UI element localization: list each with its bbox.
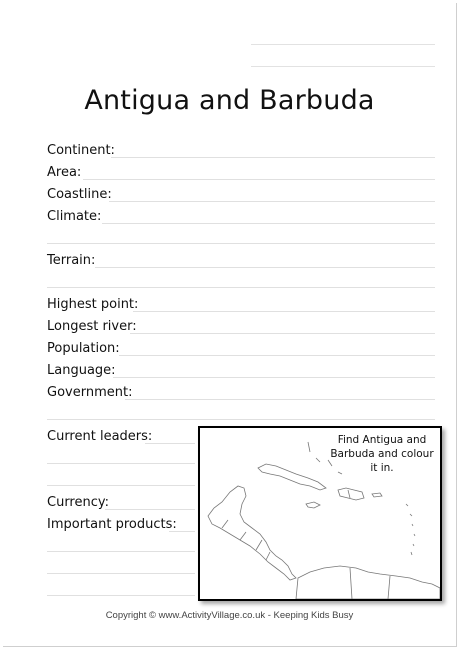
answer-line[interactable] xyxy=(109,201,435,202)
field-label: Coastline: xyxy=(47,187,112,202)
field-label: Language: xyxy=(47,363,116,378)
field-label: Terrain: xyxy=(47,253,96,268)
name-line xyxy=(251,44,435,45)
field-important-products xyxy=(47,517,195,535)
field-label: Area: xyxy=(47,165,82,180)
field-area xyxy=(47,165,435,183)
field-continent xyxy=(47,143,435,161)
extra-answer-line[interactable] xyxy=(47,463,195,464)
answer-line[interactable] xyxy=(125,399,435,400)
field-language xyxy=(47,363,435,381)
map-box[interactable] xyxy=(198,426,442,601)
answer-line[interactable] xyxy=(113,377,435,378)
field-government xyxy=(47,385,435,403)
extra-answer-line[interactable] xyxy=(47,551,195,552)
page-title: Antigua and Barbuda xyxy=(84,85,375,116)
extra-answer-line[interactable] xyxy=(47,419,435,420)
extra-answer-line[interactable] xyxy=(47,573,195,574)
date-line xyxy=(251,66,435,67)
answer-line[interactable] xyxy=(130,333,435,334)
field-label: Continent: xyxy=(47,143,115,158)
field-currency xyxy=(47,495,195,513)
field-population xyxy=(47,341,435,359)
field-label: Currency: xyxy=(47,495,110,510)
field-label: Government: xyxy=(47,385,133,400)
answer-line[interactable] xyxy=(102,223,435,224)
answer-line[interactable] xyxy=(111,157,435,158)
field-label: Population: xyxy=(47,341,120,356)
field-terrain xyxy=(47,253,435,271)
field-label: Important products: xyxy=(47,517,177,532)
field-label: Longest river: xyxy=(47,319,137,334)
answer-line[interactable] xyxy=(83,179,435,180)
answer-line[interactable] xyxy=(169,531,195,532)
field-longest-river xyxy=(47,319,435,337)
answer-line[interactable] xyxy=(105,509,195,510)
field-current-leaders xyxy=(47,429,195,447)
field-label: Highest point: xyxy=(47,297,139,312)
answer-line[interactable] xyxy=(133,311,435,312)
answer-line[interactable] xyxy=(95,267,435,268)
field-coastline xyxy=(47,187,435,205)
field-climate xyxy=(47,209,435,227)
extra-answer-line[interactable] xyxy=(47,243,435,244)
field-highest-point xyxy=(47,297,435,315)
extra-answer-line[interactable] xyxy=(47,485,195,486)
answer-line[interactable] xyxy=(119,355,435,356)
map-instruction: Find Antigua and Barbuda and colour it in. xyxy=(330,434,434,474)
field-label: Climate: xyxy=(47,209,102,224)
field-label: Current leaders: xyxy=(47,429,153,444)
worksheet-page xyxy=(3,3,457,647)
extra-answer-line[interactable] xyxy=(47,287,435,288)
answer-line[interactable] xyxy=(145,443,195,444)
copyright-footer: Copyright © www.ActivityVillage.co.uk - Keeping Kids Busy xyxy=(105,610,354,621)
extra-answer-line[interactable] xyxy=(47,595,195,596)
